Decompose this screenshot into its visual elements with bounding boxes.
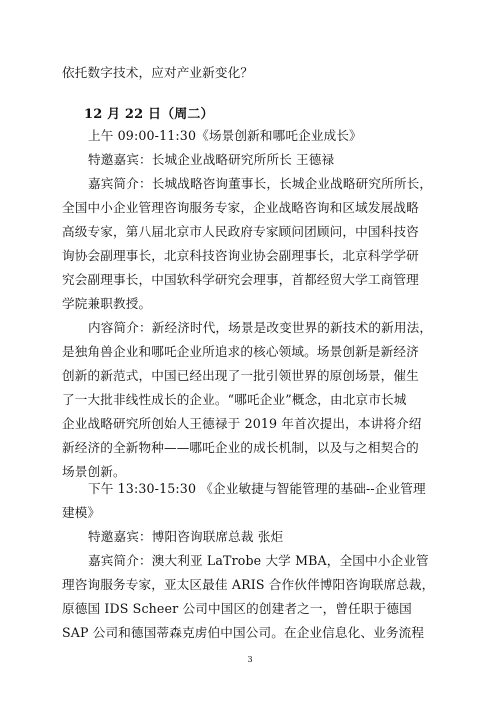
morning-bio-line: 高级专家，第八届北京市人民政府专家顾问团顾问，中国科技咨 <box>62 224 419 239</box>
morning-content-line: 是独角兽企业和哪吒企业所追求的核心领域。场景创新是新经济 <box>62 344 419 359</box>
morning-guest: 特邀嘉宾：长城企业战略研究所所长 王德禄 <box>88 152 335 167</box>
morning-bio-line: 学院兼职教授。 <box>62 296 152 311</box>
morning-content-line: 了一大批非线性成长的企业。“哪吒企业”概念，由北京市长城 <box>62 392 407 407</box>
morning-session-title: 上午 09:00-11:30《场景创新和哪吒企业成长》 <box>88 128 362 143</box>
morning-content-line: 企业战略研究所创始人王德禄于 2019 年首次提出，本讲将介绍 <box>62 416 422 431</box>
afternoon-guest: 特邀嘉宾：博阳咨询联席总裁 张炬 <box>88 529 284 544</box>
page-number: 3 <box>247 655 253 664</box>
morning-bio-line: 嘉宾简介：长城战略咨询董事长，长城企业战略研究所所长， <box>88 176 433 191</box>
morning-content-line: 创新的新范式，中国已经出现了一批引领世界的原创场景，催生 <box>62 368 419 383</box>
morning-bio-line: 究会副理事长，中国软科学研究会理事，首都经贸大学工商管理 <box>62 272 419 287</box>
afternoon-session-title: 下午 13:30-15:30 《企业敏捷与智能管理的基础--企业管理 <box>88 481 426 496</box>
afternoon-bio-line: SAP 公司和德国蒂森克虏伯中国公司。在企业信息化、业务流程 <box>62 625 425 640</box>
morning-content-line: 场景创新。 <box>62 464 126 479</box>
morning-content-line: 内容简介：新经济时代，场景是改变世界的新技术的新用法， <box>88 320 433 335</box>
afternoon-bio-line: 理咨询服务专家，亚太区最佳 ARIS 合作伙伴博阳咨询联席总裁， <box>62 577 435 592</box>
morning-bio-line: 询协会副理事长，北京科技咨询业协会副理事长，北京科学学研 <box>62 248 419 263</box>
afternoon-session-title: 建模》 <box>62 505 101 520</box>
date-heading: 12 月 22 日（周二） <box>84 107 214 122</box>
afternoon-bio-line: 嘉宾简介：澳大利亚 LaTrobe 大学 MBA，全国中小企业管 <box>88 553 429 568</box>
intro-question-line: 依托数字技术，应对产业新变化？ <box>62 65 254 80</box>
afternoon-bio-line: 原德国 IDS Scheer 公司中国区的创建者之一，曾任职于德国 <box>62 601 412 616</box>
morning-bio-line: 全国中小企业管理咨询服务专家，企业战略咨询和区域发展战略 <box>62 200 419 215</box>
morning-content-line: 新经济的全新物种——哪吒企业的成长机制，以及与之相契合的 <box>62 440 419 455</box>
